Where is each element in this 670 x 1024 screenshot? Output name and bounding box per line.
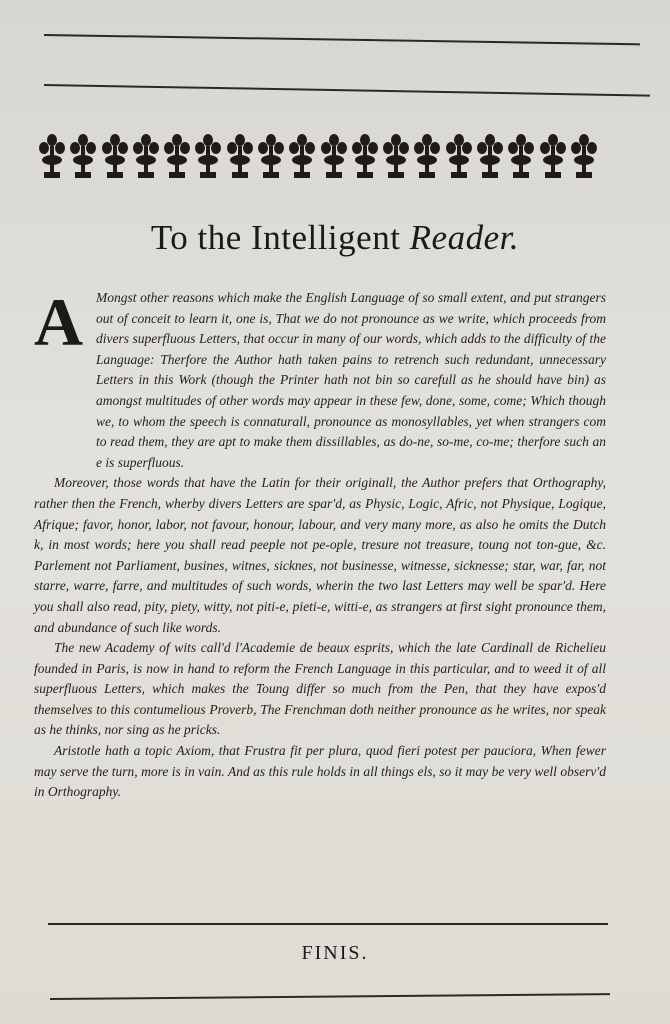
fleuron-icon (194, 130, 222, 186)
title-prefix: To the Intelligent (150, 218, 401, 257)
fleuron-icon (570, 130, 598, 186)
title-italic: Reader. (409, 218, 520, 257)
paragraph: Aristotle hath a topic Axiom, that Frustra fit per plura, quod fieri potest per pauciora, When fewer may serve the turn, more is in vain. And as this rule holds in all things els, so it may be very well observ'd in Orthography. (34, 743, 606, 800)
fleuron-icon (351, 130, 379, 186)
fleuron-icon (476, 130, 504, 186)
ornament-band (38, 128, 598, 188)
fleuron-icon (69, 130, 97, 186)
top-rule-second (44, 84, 650, 96)
fleuron-icon (539, 130, 567, 186)
fleuron-icon (445, 130, 473, 186)
fleuron-icon (101, 130, 129, 186)
fleuron-icon (320, 130, 348, 186)
fleuron-icon (507, 130, 535, 186)
fleuron-icon (132, 130, 160, 186)
finis-label: FINIS. (301, 942, 369, 964)
fleuron-icon (226, 130, 254, 186)
fleuron-icon (382, 130, 410, 186)
drop-cap: A (34, 284, 84, 360)
fleuron-icon (38, 130, 66, 186)
paragraph: Moreover, those words that have the Latin for their originall, the Author prefers that Orthography, rather then the French, wherby divers Letters are spar'd, as Physic, Logic, Afric, not Physique, Logique, Afrique; favor, honor, labor, not favour, honour, labour, and very many more, as also he omits the Dutch k, in most words; here you shall read peeple not pe-ople, tresure not treasure, toung not ton-gue, &c. Parlement not Parliament, busines, witnes, sicknes, not businesse, witnesse, sicknesse; star, war, far, not starre, warre, farre, and multitudes of such words, wherin the two last Letters may well be spar'd. Here you shall also read, pity, piety, witty, not piti-e, pieti-e, witti-e, as strangers at first sight pronounce them, and abundance of such like words. (34, 475, 606, 635)
page-title (0, 218, 670, 258)
paragraph: The new Academy of wits call'd l'Academie de beaux esprits, which the late Cardinall de Richelieu founded in Paris, is now in hand to reform the French Language in this particular, and to weed it of all superfluous Letters, which makes the Toung differ so much from the Pen, that they have expos'd themselves to this contumelious Proverb, The Frenchman doth neither pronounce as he writes, nor speak as he thinks, nor sing as he pricks. (34, 640, 606, 738)
top-rule (44, 34, 640, 45)
fleuron-icon (163, 130, 191, 186)
fleuron-icon (257, 130, 285, 186)
bottom-rule (48, 923, 608, 925)
fleuron-icon (288, 130, 316, 186)
paragraph: Mongst other reasons which make the English Language of so small extent, and put strangers out of conceit to learn it, one is, That we do not pronounce as we write, which proceeds from divers superfluous Letters, that occur in many of our words, which adds to the difficulty of the Language: Therfore the Author hath taken pains to retrench such redundant, unnecessary Letters in this Work (though the Printer hath not bin so carefull as he should have bin) as amongst multitudes of other words may appear in these few, done, some, come; Which though we, to whom the speech is connaturall, pronounce as monosyllables, yet when strangers com to read them, they are apt to make them dissillables, as do-ne, so-me, co-me; therfore such an e is superfluous. (96, 290, 606, 470)
fleuron-icon (413, 130, 441, 186)
bottom-rule-second (50, 993, 610, 999)
body-text (34, 284, 606, 803)
